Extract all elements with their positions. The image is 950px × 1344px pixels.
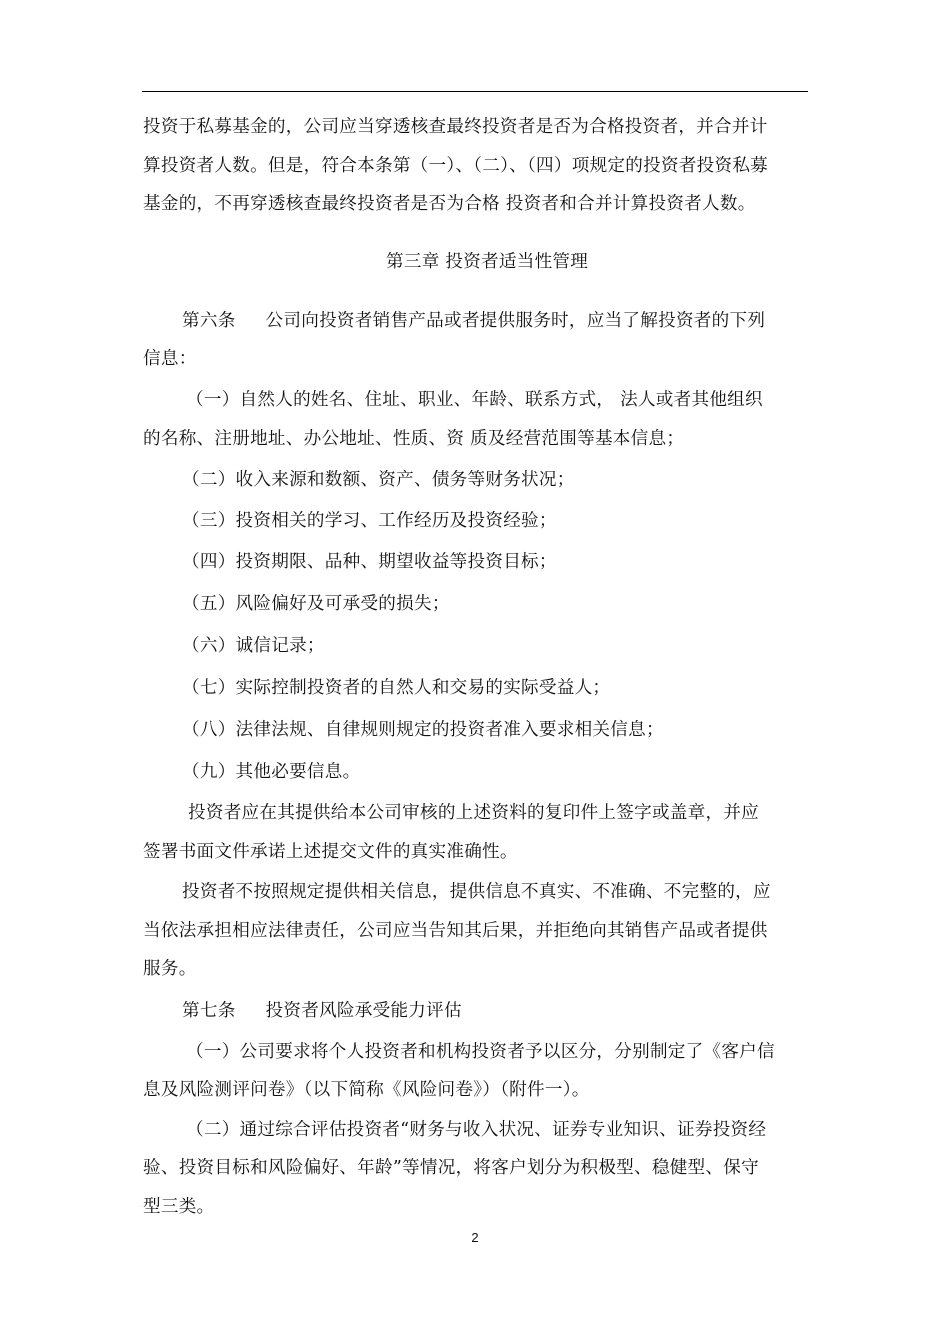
- article-6-text: 公司向投资者销售产品或者提供服务时，应当了解投资者的下列: [265, 311, 766, 331]
- list-item: （三）投资相关的学习、工作经历及投资经验；: [182, 511, 557, 531]
- article-7-line: [182, 999, 462, 1023]
- list-item: （九）其他必要信息。: [182, 762, 361, 782]
- chapter-title: 第三章 投资者适当性管理: [386, 252, 589, 272]
- paragraph-refuse-cont: 当依法承担相应法律责任，公司应当告知其后果，并拒绝向其销售产品或者提供: [143, 921, 768, 941]
- list-item: （七）实际控制投资者的自然人和交易的实际受益人；: [182, 678, 611, 698]
- list-item-cont: 息及风险测评问卷》（以下简称《风险问卷》）（附件一）。: [143, 1080, 590, 1100]
- list-item: （八）法律法规、自律规则规定的投资者准入要求相关信息；: [182, 720, 664, 740]
- list-item-cont: 型三类。: [143, 1197, 215, 1217]
- paragraph-refuse-cont: 服务。: [143, 959, 197, 979]
- list-item: （五）风险偏好及可承受的损失；: [182, 594, 450, 614]
- body-line: 投资于私募基金的，公司应当穿透核查最终投资者是否为合格投资者，并合并计: [143, 117, 768, 137]
- body-line: 算投资者人数。但是，符合本条第（一）、（二）、（四）项规定的投资者投资私募: [143, 156, 769, 176]
- list-item: （四）投资期限、品种、期望收益等投资目标；: [182, 552, 557, 572]
- article-6-label: 第六条: [182, 311, 236, 331]
- article-7-label: 第七条: [182, 1001, 236, 1021]
- list-item: （二）通过综合评估投资者“财务与收入状况、证券专业知识、证券投资经: [186, 1120, 767, 1140]
- article-6-line: [182, 309, 765, 333]
- body-line: 基金的，不再穿透核查最终投资者是否为合格 投资者和合并计算投资者人数。: [143, 194, 756, 214]
- article-6-line2: 信息：: [143, 349, 197, 369]
- header-rule: [142, 91, 808, 92]
- list-item: （二）收入来源和数额、资产、债务等财务状况；: [182, 470, 575, 490]
- list-item: （一）自然人的姓名、住址、职业、年龄、联系方式， 法人或者其他组织: [186, 390, 763, 410]
- list-item: （六）诚信记录；: [182, 636, 325, 656]
- page-number: 2: [471, 1230, 479, 1245]
- paragraph-sign-cont: 签署书面文件承诺上述提交文件的真实准确性。: [143, 842, 518, 862]
- list-item-cont: 的名称、注册地址、办公地址、性质、资 质及经营范围等基本信息；: [143, 429, 685, 449]
- list-item-cont: 验、投资目标和风险偏好、年龄”等情况，将客户划分为积极型、稳健型、保守: [143, 1158, 759, 1178]
- list-item: （一）公司要求将个人投资者和机构投资者予以区分，分别制定了《客户信: [186, 1042, 775, 1062]
- paragraph-sign: 投资者应在其提供给本公司审核的上述资料的复印件上签字或盖章，并应: [188, 803, 760, 823]
- article-7-title: 投资者风险承受能力评估: [265, 1001, 462, 1021]
- paragraph-refuse: 投资者不按照规定提供相关信息，提供信息不真实、不准确、不完整的，应: [182, 882, 771, 902]
